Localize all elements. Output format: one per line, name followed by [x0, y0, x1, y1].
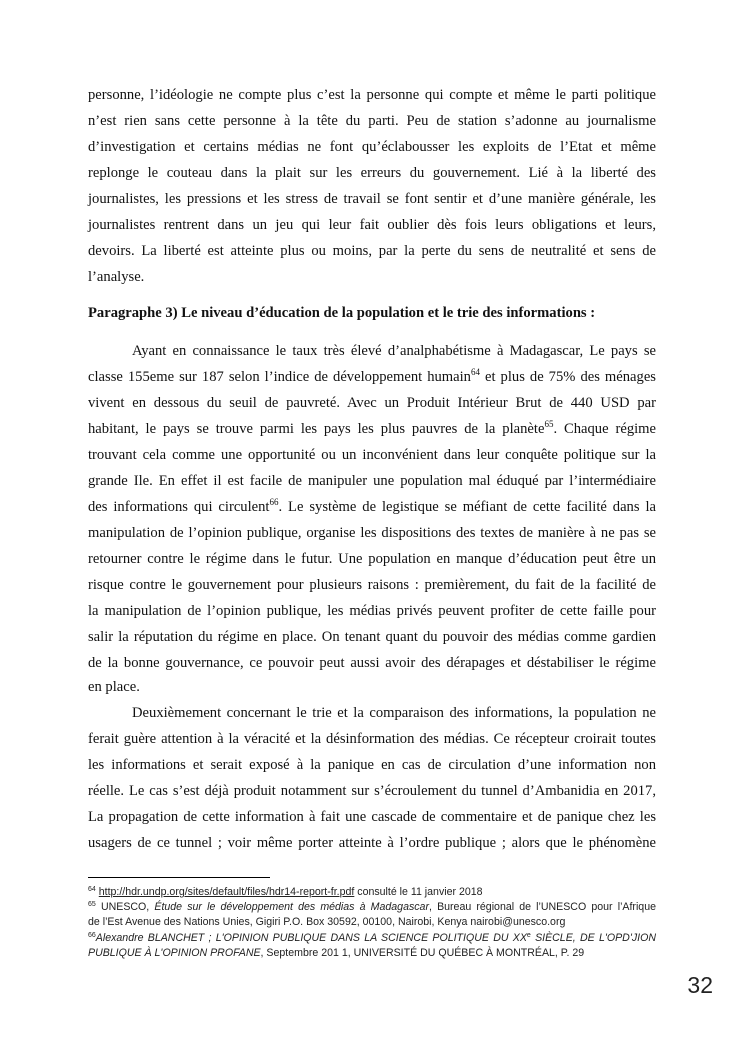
body-line [88, 498, 656, 516]
body-line [88, 342, 656, 360]
footnote-line [88, 947, 656, 960]
text-run: de la bonne gouvernance, ce pouvoir peut aussi avoir des dérapages et déstabiliser le régime [88, 655, 656, 671]
body-line [88, 420, 656, 438]
section-heading [88, 304, 656, 322]
text-run: journalistes, les pressions et les stress de travail se font sentir et d’une manière générale, les [88, 191, 656, 207]
footnote-line [88, 901, 656, 914]
footnote-link[interactable]: http://hdr.undp.org/sites/default/files/hdr14-report-fr.pdf [98, 886, 355, 898]
text-run: et plus de 75% des ménages [479, 369, 656, 385]
text-run: Alexandre BLANCHET ; L'OPINION PUBLIQUE DANS LA SCIENCE POLITIQUE DU XX [95, 932, 527, 944]
body-line [88, 394, 656, 412]
text-run: devoirs. La liberté est atteinte plus ou moins, par la perte du sens de neutralité et sens de [88, 243, 656, 259]
body-line [88, 550, 656, 568]
text-run: . Chaque régime [553, 421, 656, 437]
text-run: salir la réputation du régime en place. On tenant quant du pouvoir des médias comme gardien [88, 629, 656, 645]
body-line [88, 446, 656, 464]
body-line [88, 834, 656, 852]
text-run: manipulation de l’opinion publique, organise les dispositions des textes de manière à ne pas se [88, 525, 656, 541]
text-run: d’investigation et certains médias ne font qu’éclabousser les exploits de l’Etat et même [88, 139, 656, 155]
text-run: Ayant en connaissance le taux très élevé d’analphabétisme à Madagascar, Le pays se [132, 343, 656, 359]
text-run: journalistes rentrent dans un jeu qui leur fait oublier dès fois leurs obligations et leurs, [88, 217, 656, 233]
footnote-ref: 65 [544, 419, 554, 429]
body-line [88, 86, 656, 104]
body-line [88, 268, 656, 286]
text-run: ferait guère attention à la véracité et la désinformation des médias. Ce récepteur croirait toutes [88, 731, 656, 747]
text-run: retourner contre le régime dans le futur. Une population en manque d’éducation peut être un [88, 551, 656, 567]
text-run: les informations et serait exposé à la panique en cas de circulation d’une information non [88, 757, 656, 773]
text-run: classe 155eme sur 187 selon l’indice de développement humain [88, 369, 471, 385]
text-run: en place. [88, 679, 140, 695]
text-run: des informations qui circulent [88, 499, 270, 515]
footnote-ref: 64 [88, 886, 96, 893]
footnote-ref: 65 [88, 901, 96, 908]
text-run: risque contre le gouvernement pour plusieurs raisons : premièrement, du fait de la facilité de [88, 577, 656, 593]
page-number: 32 [687, 972, 713, 998]
footnote-ref: e [526, 932, 531, 939]
text-run: n’est rien sans cette personne à la tête du parti. Peu de station s’adonne au journalisme [88, 113, 656, 129]
body-line [88, 112, 656, 130]
footnote-ref: 64 [470, 367, 480, 377]
text-run: réelle. Le cas s’est déjà produit notamment sur s’écroulement du tunnel d’Ambanidia en 2017, [88, 783, 656, 799]
body-line [88, 472, 656, 490]
text-run: Deuxièmement concernant le trie et la comparaison des informations, la population ne [132, 705, 656, 721]
text-run: UNESCO, [95, 901, 155, 913]
text-run: Paragraphe 3) Le niveau d’éducation de la population et le trie des informations : [88, 305, 596, 321]
text-run: grande Ile. En effet il est facile de manipuler une population mal éduqué par l’intermédiaire [88, 473, 656, 489]
text-run: PUBLIQUE À L'OPINION PROFANE [88, 947, 261, 959]
text-run: SIÈCLE, DE L'OPD'JION [530, 932, 656, 944]
body-line [88, 164, 656, 182]
body-line [88, 730, 656, 748]
body-line [88, 756, 656, 774]
footnote-line [88, 916, 656, 929]
text-run: replonge le couteau dans la plait sur les erreurs du gouvernement. Lié à la liberté des [88, 165, 656, 181]
footnote-separator [88, 877, 270, 878]
footnote-ref: 66 [269, 497, 279, 507]
text-run: consulté le 11 janvier 2018 [354, 886, 483, 898]
text-run: de l’Est Avenue des Nations Unies, Gigiri P.O. Box 30592, 00100, Nairobi, Kenya nairobi@unesco.org [88, 916, 566, 928]
body-line [88, 524, 656, 542]
text-run: La propagation de cette information à fait une cascade de commentaire et de panique chez les [88, 809, 656, 825]
text-run: , Bureau régional de l’UNESCO pour l’Afrique [428, 901, 656, 913]
text-run: trouvant cela comme une opportunité ou un inconvénient dans leur conquête politique sur la [88, 447, 656, 463]
body-line [88, 602, 656, 620]
footnote-ref: 66 [88, 932, 96, 939]
body-line [88, 782, 656, 800]
text-run: . Le système de legistique se méfiant de cette facilité dans la [278, 499, 656, 515]
body-line [88, 242, 656, 260]
body-line [88, 654, 656, 672]
footnote-line [88, 932, 656, 945]
body-line [88, 138, 656, 156]
text-run: vivent en dessous du seuil de pauvreté. Avec un Produit Intérieur Brut de 440 USD par [88, 395, 656, 411]
body-line [88, 216, 656, 234]
text-run: la manipulation de l’opinion publique, les médias privés peuvent profiter de cette faille pour [88, 603, 656, 619]
text-run: personne, l’idéologie ne compte plus c’est la personne qui compte et même le parti politique [88, 87, 656, 103]
text-run: usagers de ce tunnel ; voir même porter atteinte à l’ordre publique ; alors que le phénomène [88, 835, 656, 851]
body-line [88, 808, 656, 826]
footnote-line [88, 886, 656, 899]
text-run: habitant, le pays se trouve parmi les pays les plus pauvres de la planète [88, 421, 545, 437]
body-line [88, 678, 656, 696]
text-run: l’analyse. [88, 269, 145, 285]
text-run: , Septembre 201 1, UNIVERSITÉ DU QUÉBEC À MONTRÉAL, P. 29 [260, 947, 585, 959]
text-run: Étude sur le développement des médias à Madagascar [154, 901, 429, 913]
body-line [88, 628, 656, 646]
body-line [88, 368, 656, 386]
body-line [88, 576, 656, 594]
body-line [88, 190, 656, 208]
body-line [88, 704, 656, 722]
